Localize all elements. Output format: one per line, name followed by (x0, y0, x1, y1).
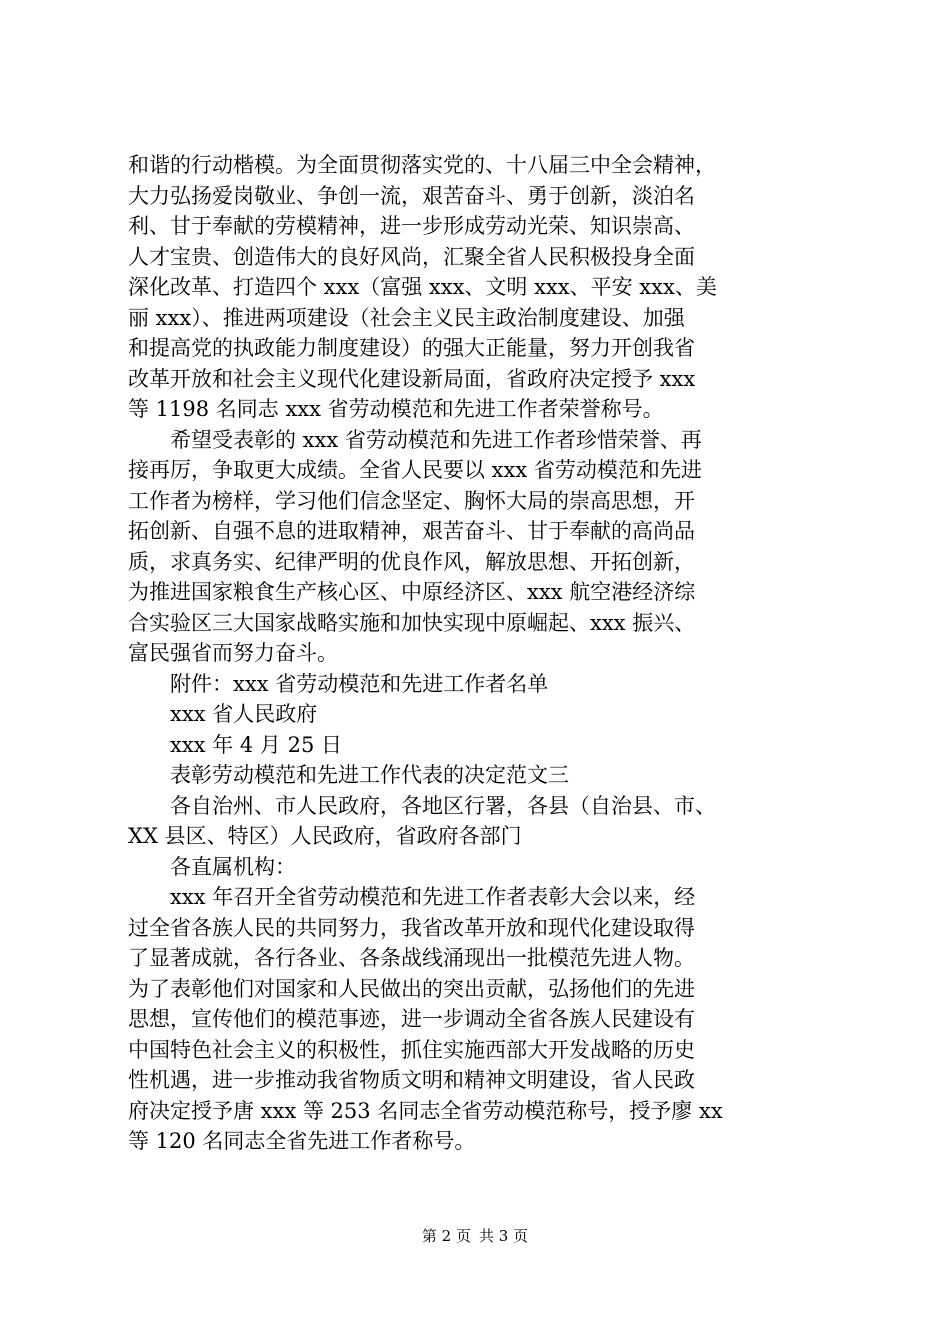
text-line: 人才宝贵、创造伟大的良好风尚，汇聚全省人民积极投身全面 (128, 244, 695, 269)
text-line: xxx 年召开全省劳动模范和先进工作者表彰大会以来，经 (128, 885, 696, 909)
text-line: 富民强省而努力奋斗。 (128, 641, 338, 665)
text-line: 等 120 名同志全省先进工作者称号。 (128, 1129, 476, 1153)
text-line: 过全省各族人民的共同努力，我省改革开放和现代化建设取得 (128, 915, 695, 940)
text-line: 性机遇，进一步推动我省物质文明和精神文明建设，省人民政 (128, 1068, 695, 1092)
text-line: 了显著成就，各行各业、各条战线涌现出一批模范先进人物。 (128, 946, 695, 970)
text-line: 大力弘扬爱岗敬业、争创一流，艰苦奋斗、勇于创新，淡泊名 (128, 183, 695, 208)
page-number: 第 2 页 (421, 1227, 471, 1245)
text-line: 深化改革、打造四个 xxx（富强 xxx、文明 xxx、平安 xxx、美 (128, 275, 717, 299)
text-line: 改革开放和社会主义现代化建设新局面，省政府决定授予 xxx (128, 366, 696, 391)
text-line: 合实验区三大国家战略实施和加快实现中原崛起、xxx 振兴、 (128, 610, 696, 635)
issuer-line: xxx 省人民政府 (128, 702, 318, 726)
text-line: 府决定授予唐 xxx 等 253 名同志全省劳动模范称号，授予廖 xx (128, 1098, 723, 1123)
text-line: 等 1198 名同志 xxx 省劳动模范和先进工作者荣誉称号。 (128, 397, 664, 421)
text-line: 丽 xxx）、推进两项建设（社会主义民主政治制度建设、加强 (128, 305, 685, 330)
document-body (128, 150, 828, 1157)
text-line: 各自治州、市人民政府，各地区行署，各县（自治县、市、 (128, 793, 716, 818)
text-line: 希望受表彰的 xxx 省劳动模范和先进工作者珍惜荣誉、再 (128, 427, 702, 452)
date-line: xxx 年 4 月 25 日 (128, 732, 342, 757)
page-total: 共 3 页 (479, 1227, 529, 1245)
section-title: 表彰劳动模范和先进工作代表的决定范文三 (128, 763, 569, 787)
text-line: 质，求真务实、纪律严明的优良作风，解放思想、开拓创新， (128, 549, 695, 574)
text-line: 和提高党的执政能力制度建设）的强大正能量，努力开创我省 (128, 336, 695, 360)
text-line: XX 县区、特区）人民政府，省政府各部门 (128, 824, 522, 848)
text-line: 利、甘于奉献的劳模精神，进一步形成劳动光荣、知识崇高、 (128, 214, 695, 238)
text-line: 中国特色社会主义的积极性，抓住实施西部大开发战略的历史 (128, 1037, 695, 1062)
text-line: 拓创新、自强不息的进取精神，艰苦奋斗、甘于奉献的高尚品 (128, 519, 695, 543)
text-line: 工作者为榜样，学习他们信念坚定、胸怀大局的崇高思想，开 (128, 488, 695, 513)
text-line: 接再厉，争取更大成绩。全省人民要以 xxx 省劳动模范和先进 (128, 458, 702, 482)
page-footer (0, 1226, 950, 1246)
text-line: 和谐的行动楷模。为全面贯彻落实党的、十八届三中全会精神， (128, 153, 716, 177)
text-line: 为推进国家粮食生产核心区、中原经济区、xxx 航空港经济综 (128, 580, 696, 604)
text-line: 为了表彰他们对国家和人民做出的突出贡献，弘扬他们的先进 (128, 976, 695, 1001)
attachment-line: 附件：xxx 省劳动模范和先进工作者名单 (128, 671, 549, 696)
text-line: 各直属机构： (128, 854, 296, 879)
text-line: 思想，宣传他们的模范事迹，进一步调动全省各族人民建设有 (128, 1007, 695, 1031)
